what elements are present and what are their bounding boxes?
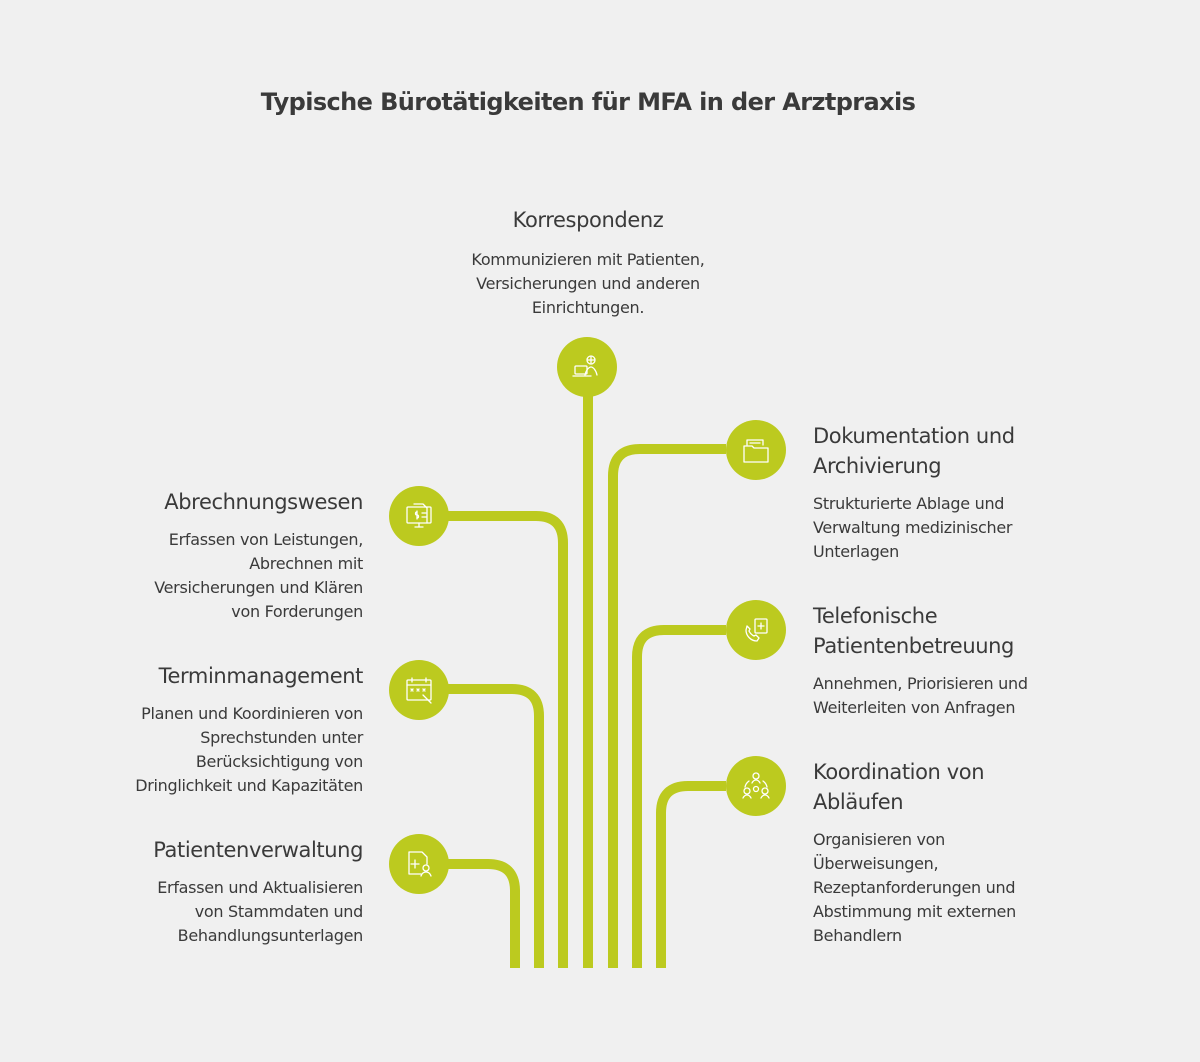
abrechnung-description: Erfassen von Leistungen, Abrechnen mit Versicherungen und Klären von Forderungen xyxy=(154,530,363,621)
termin-node xyxy=(389,660,449,720)
telefon-node xyxy=(726,600,786,660)
patienten-heading: Patientenverwaltung xyxy=(153,838,363,862)
dokumentation-heading: Dokumentation und Archivierung xyxy=(813,424,1015,478)
koordination-description: Organisieren von Überweisungen, Rezeptanforderungen und Abstimmung mit externen Behandlern xyxy=(813,830,1016,945)
abrechnung-heading: Abrechnungswesen xyxy=(164,490,363,514)
billing-invoice-icon xyxy=(401,498,437,534)
line-patienten xyxy=(448,864,515,968)
line-termin xyxy=(448,689,539,968)
page-title: Typische Bürotätigkeiten für MFA in der Arztpraxis xyxy=(260,88,916,116)
line-telefon xyxy=(637,630,726,968)
patient-record-icon xyxy=(401,846,437,882)
calendar-icon xyxy=(401,672,437,708)
team-coordination-icon xyxy=(738,768,774,804)
line-koordination xyxy=(661,786,726,968)
korrespondenz-heading: Korrespondenz xyxy=(512,208,664,232)
koordination-node xyxy=(726,756,786,816)
korrespondenz-node xyxy=(557,337,617,397)
patienten-description: Erfassen und Aktualisieren von Stammdaten und Behandlungsunterlagen xyxy=(157,878,363,945)
korrespondenz-description: Kommunizieren mit Patienten, Versicherungen und anderen Einrichtungen. xyxy=(471,250,705,317)
line-dokumentation xyxy=(613,449,726,968)
dokumentation-node xyxy=(726,420,786,480)
patienten-node xyxy=(389,834,449,894)
dokumentation-description: Strukturierte Ablage und Verwaltung medizinischer Unterlagen xyxy=(813,494,1013,561)
termin-heading: Terminmanagement xyxy=(158,664,363,688)
telefon-heading: Telefonische Patientenbetreuung xyxy=(813,604,1014,658)
telefon-description: Annehmen, Priorisieren und Weiterleiten von Anfragen xyxy=(813,674,1028,717)
person-laptop-icon xyxy=(569,349,605,385)
koordination-heading: Koordination von Abläufen xyxy=(813,760,985,814)
phone-medical-icon xyxy=(738,612,774,648)
folder-documents-icon xyxy=(738,432,774,468)
line-abrechnung xyxy=(448,516,563,968)
abrechnung-node xyxy=(389,486,449,546)
termin-description: Planen und Koordinieren von Sprechstunden unter Berücksichtigung von Dringlichkeit und Kapazitäten xyxy=(135,704,363,795)
